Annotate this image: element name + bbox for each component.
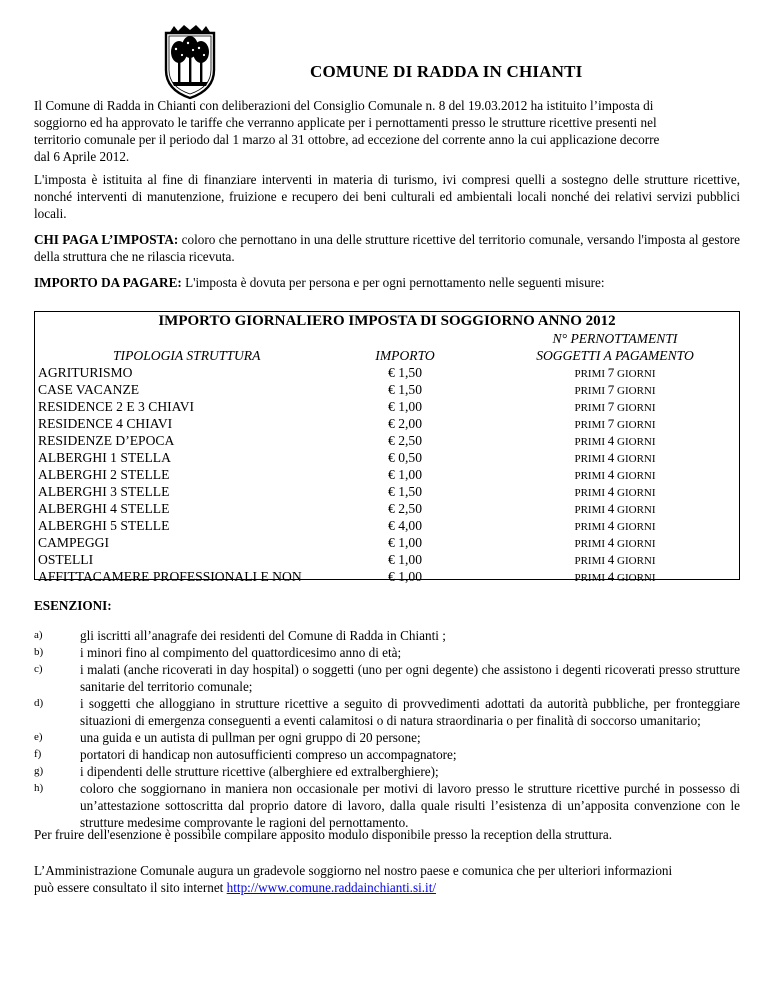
cell-importo: € 1,00	[388, 552, 422, 567]
cell-num: 7	[607, 399, 615, 414]
cell-num: 4	[607, 484, 615, 499]
cell-num: 4	[607, 535, 615, 550]
table-row	[35, 568, 739, 585]
page-title: COMUNE DI RADDA IN CHIANTI	[310, 62, 583, 81]
list-marker: g)	[34, 765, 44, 777]
cell-num: 4	[607, 433, 615, 448]
cell-tipologia: CAMPEGGI	[38, 535, 109, 550]
table-row	[35, 483, 739, 500]
list-item	[34, 763, 740, 780]
cell-giorni: GIORNI	[617, 521, 656, 533]
table-row	[35, 432, 739, 449]
list-marker: c)	[34, 663, 43, 675]
cell-importo: € 0,50	[388, 450, 422, 465]
cell-tipologia: ALBERGHI 1 STELLA	[38, 450, 171, 465]
chi-paga-label: CHI PAGA L’IMPOSTA:	[34, 232, 179, 247]
table-row	[35, 398, 739, 415]
chi-paga-paragraph	[34, 231, 740, 265]
cell-giorni: GIORNI	[617, 453, 656, 465]
list-text: gli iscritti all’anagrafe dei residenti del Comune di Radda in Chianti ;	[80, 628, 446, 643]
list-text: i soggetti che alloggiano in strutture ricettive a seguito di provvedimenti adottati da autorità pubbliche, per fronteggiare situazioni di emergenza conseguenti a eventi calamitosi o di natura straordinaria o per finalità di soccorso umanitario;	[80, 696, 740, 728]
cell-giorni: GIORNI	[617, 470, 656, 482]
importo-label: IMPORTO DA PAGARE:	[34, 275, 182, 290]
list-item	[34, 746, 740, 763]
cell-importo: € 2,50	[388, 433, 422, 448]
table-row	[35, 415, 739, 432]
cell-num: 4	[607, 552, 615, 567]
col-header-tipologia: TIPOLOGIA STRUTTURA	[113, 348, 261, 363]
cell-importo: € 1,50	[388, 365, 422, 380]
cell-num: 7	[607, 382, 615, 397]
esenzioni-list	[34, 627, 740, 831]
cell-giorni: GIORNI	[617, 555, 656, 567]
cell-tipologia: RESIDENZE D’EPOCA	[38, 433, 175, 448]
list-item	[34, 627, 740, 644]
cell-num: 7	[607, 416, 615, 431]
cell-primi: PRIMI	[574, 521, 606, 533]
list-text: i dipendenti delle strutture ricettive (alberghiere ed extralberghiere);	[80, 764, 439, 779]
cell-importo: € 1,00	[388, 399, 422, 414]
col-header-importo: IMPORTO	[375, 348, 435, 363]
cell-primi: PRIMI	[574, 487, 606, 499]
list-marker: d)	[34, 697, 44, 709]
list-item	[34, 729, 740, 746]
cell-primi: PRIMI	[574, 538, 606, 550]
cell-giorni: GIORNI	[617, 504, 656, 516]
table-row	[35, 517, 739, 534]
cell-tipologia: AFFITTACAMERE PROFESSIONALI E NON	[38, 569, 302, 584]
cell-tipologia: ALBERGHI 3 STELLE	[38, 484, 170, 499]
table-row	[35, 534, 739, 551]
cell-importo: € 1,00	[388, 467, 422, 482]
cell-num: 4	[607, 501, 615, 516]
list-item	[34, 780, 740, 831]
importo-paragraph	[34, 274, 740, 291]
purpose-paragraph: L'imposta è istituita al fine di finanziare interventi in materia di turismo, ivi compresi quelli a sostegno delle strutture ricettive, nonché interventi di manutenzione, fruizione e recupero dei beni culturali ed ambientali locali nonché dei relativi servizi pubblici locali.	[34, 172, 740, 221]
cell-num: 4	[607, 450, 615, 465]
cell-tipologia: OSTELLI	[38, 552, 94, 567]
cell-giorni: GIORNI	[617, 419, 656, 431]
cell-num: 4	[607, 569, 615, 584]
table-row	[35, 500, 739, 517]
cell-giorni: GIORNI	[617, 572, 656, 584]
cell-importo: € 1,50	[388, 484, 422, 499]
cell-giorni: GIORNI	[617, 487, 656, 499]
cell-primi: PRIMI	[574, 470, 606, 482]
cell-primi: PRIMI	[574, 504, 606, 516]
list-marker: e)	[34, 731, 43, 743]
cell-pernottamenti	[495, 568, 735, 587]
list-marker: b)	[34, 646, 44, 658]
esenzioni-title: ESENZIONI:	[34, 598, 112, 613]
list-text: coloro che soggiornano in maniera non occasionale per motivi di lavoro presso le strutture ricettive purché in possesso di un’attestazione sottoscritta dal proprio datore di lavoro, dalla quale risulti l’esistenza di un’apposita convenzione con le strutture medesime comprovante le ragioni del pernottamento.	[80, 781, 740, 830]
table-title: IMPORTO GIORNALIERO IMPOSTA DI SOGGIORNO ANNO 2012	[158, 313, 616, 329]
modulo-paragraph: Per fruire dell'esenzione è possibile compilare apposito modulo disponibile presso la reception della struttura.	[34, 827, 613, 842]
cell-tipologia: ALBERGHI 5 STELLE	[38, 518, 170, 533]
cell-tipologia: CASE VACANZE	[38, 382, 140, 397]
cell-importo: € 1,50	[388, 382, 422, 397]
cell-importo: € 1,00	[388, 535, 422, 550]
list-text: portatori di handicap non autosufficienti compreso un accompagnatore;	[80, 747, 457, 762]
cell-num: 7	[607, 365, 615, 380]
table-body	[35, 364, 739, 585]
list-marker: f)	[34, 748, 42, 760]
cell-primi: PRIMI	[574, 419, 606, 431]
cell-primi: PRIMI	[574, 368, 606, 380]
cell-importo: € 4,00	[388, 518, 422, 533]
list-item	[34, 644, 740, 661]
col-header-pernottamenti-line1: N° PERNOTTAMENTI	[552, 331, 678, 346]
closing-paragraph	[34, 862, 674, 896]
col-header-pernottamenti-line2: SOGGETTI A PAGAMENTO	[536, 348, 694, 363]
cell-giorni: GIORNI	[617, 368, 656, 380]
importo-text: L'imposta è dovuta per persona e per ogni pernottamento nelle seguenti misure:	[181, 275, 605, 290]
cell-giorni: GIORNI	[617, 385, 656, 397]
cell-tipologia: RESIDENCE 4 CHIAVI	[38, 416, 173, 431]
cell-giorni: GIORNI	[617, 436, 656, 448]
cell-giorni: GIORNI	[617, 402, 656, 414]
list-marker: h)	[34, 782, 44, 794]
list-marker: a)	[34, 629, 43, 641]
table-column-headers	[35, 330, 739, 364]
table-row	[35, 381, 739, 398]
cell-primi: PRIMI	[574, 385, 606, 397]
table-row	[35, 364, 739, 381]
coat-of-arms-trees-icon	[160, 24, 220, 100]
list-text: i minori fino al compimento del quattordicesimo anno di età;	[80, 645, 402, 660]
list-item	[34, 695, 740, 729]
table-row	[35, 551, 739, 568]
cell-importo: € 2,50	[388, 501, 422, 516]
cell-primi: PRIMI	[574, 402, 606, 414]
cell-num: 4	[607, 518, 615, 533]
cell-tipologia: RESIDENCE 2 E 3 CHIAVI	[38, 399, 195, 414]
cell-primi: PRIMI	[574, 436, 606, 448]
cell-tipologia: AGRITURISMO	[38, 365, 133, 380]
cell-primi: PRIMI	[574, 453, 606, 465]
cell-importo: € 1,00	[388, 569, 422, 584]
website-link[interactable]: http://www.comune.raddainchianti.si.it/	[226, 880, 437, 895]
cell-num: 4	[607, 467, 615, 482]
cell-giorni: GIORNI	[617, 538, 656, 550]
list-text: una guida e un autista di pullman per ogni gruppo di 20 persone;	[80, 730, 421, 745]
intro-paragraph: Il Comune di Radda in Chianti con deliberazioni del Consiglio Comunale n. 8 del 19.03.2012 ha istituito l’imposta di soggiorno ed ha approvato le tariffe che verranno applicate per i pernottamenti presso le strutture ricettive presenti nel territorio comunale per il periodo dal 1 marzo al 31 ottobre, ad eccezione del corrente anno la cui applicazione decorre dal 6 Aprile 2012.	[34, 98, 660, 164]
cell-primi: PRIMI	[574, 572, 606, 584]
table-row	[35, 449, 739, 466]
closing-text: L’Amministrazione Comunale augura un gradevole soggiorno nel nostro paese e comunica che per ulteriori informazioni può essere consultato il sito internet	[34, 863, 673, 895]
table-row	[35, 466, 739, 483]
cell-primi: PRIMI	[574, 555, 606, 567]
cell-importo: € 2,00	[388, 416, 422, 431]
col-header-pernottamenti	[495, 330, 735, 364]
list-item	[34, 661, 740, 695]
cell-tipologia: ALBERGHI 2 STELLE	[38, 467, 170, 482]
tariff-table	[34, 311, 740, 584]
chi-paga-text: coloro che pernottano in una delle strutture ricettive del territorio comunale, versando l'imposta al gestore della struttura che ne rilascia ricevuta.	[34, 232, 740, 264]
list-text: i malati (anche ricoverati in day hospital) o soggetti (uno per ogni degente) che assistono i degenti ricoverati presso strutture sanitarie del territorio comunale;	[80, 662, 740, 694]
cell-tipologia: ALBERGHI 4 STELLE	[38, 501, 170, 516]
